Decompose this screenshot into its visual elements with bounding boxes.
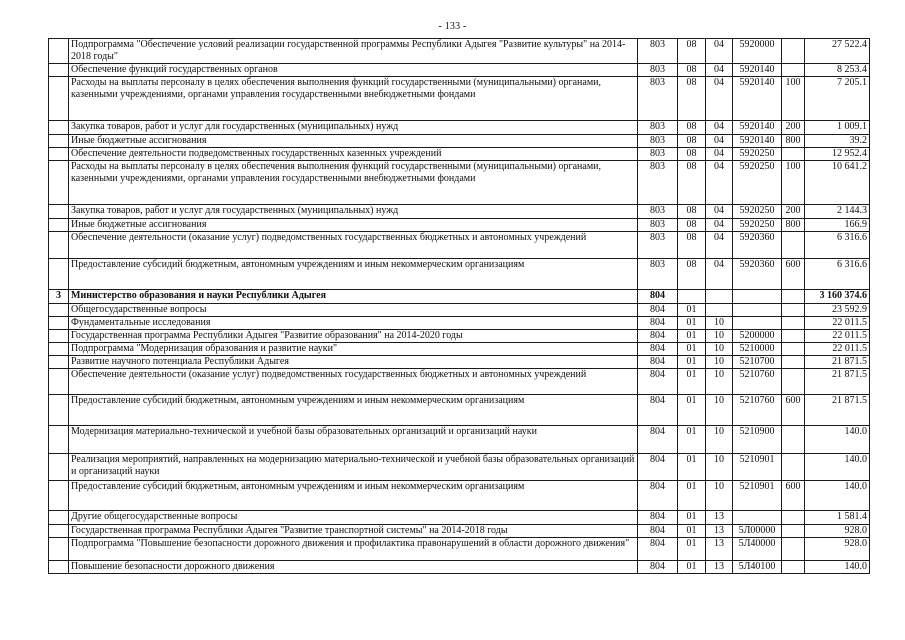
subsection-code xyxy=(706,290,733,304)
expense-type-code: 200 xyxy=(782,121,805,135)
ministry-code: 803 xyxy=(638,259,678,290)
expense-type-code xyxy=(782,39,805,64)
target-article-code: 5920360 xyxy=(733,232,782,259)
target-article-code xyxy=(733,317,782,330)
ministry-code: 804 xyxy=(638,561,678,574)
table-body xyxy=(49,39,870,574)
ministry-code: 804 xyxy=(638,538,678,561)
expense-type-code xyxy=(782,317,805,330)
row-number xyxy=(49,426,69,454)
section-code: 08 xyxy=(678,39,706,64)
row-number xyxy=(49,454,69,481)
ministry-code: 803 xyxy=(638,121,678,135)
ministry-code: 804 xyxy=(638,525,678,538)
row-name: Фундаментальные исследования xyxy=(69,317,638,330)
target-article-code: 5920140 xyxy=(733,121,782,135)
ministry-code: 804 xyxy=(638,454,678,481)
page-number: - 133 - xyxy=(438,21,467,32)
row-amount: 6 316.6 xyxy=(805,232,870,259)
ministry-code: 803 xyxy=(638,219,678,232)
ministry-code: 803 xyxy=(638,205,678,219)
target-article-code: 5920140 xyxy=(733,64,782,77)
expense-type-code xyxy=(782,426,805,454)
subsection-code xyxy=(706,304,733,317)
table-row xyxy=(49,330,870,343)
ministry-code: 804 xyxy=(638,369,678,395)
ministry-code: 804 xyxy=(638,304,678,317)
section-code: 01 xyxy=(678,343,706,356)
row-name: Общегосударственные вопросы xyxy=(69,304,638,317)
table-row xyxy=(49,219,870,232)
expense-type-code xyxy=(782,290,805,304)
section-code: 01 xyxy=(678,561,706,574)
row-name: Иные бюджетные ассигнования xyxy=(69,219,638,232)
subsection-code: 04 xyxy=(706,121,733,135)
subsection-code: 10 xyxy=(706,356,733,369)
row-name: Закупка товаров, работ и услуг для государственных (муниципальных) нужд xyxy=(69,205,638,219)
table-row xyxy=(49,39,870,64)
row-name: Расходы на выплаты персоналу в целях обеспечения выполнения функций государственными (муниципальными) органами, казенными учреждениями, органами управления государственными внебюджетными фондами xyxy=(69,161,638,205)
ministry-code: 804 xyxy=(638,395,678,426)
section-code: 01 xyxy=(678,525,706,538)
expense-type-code xyxy=(782,538,805,561)
subsection-code: 13 xyxy=(706,538,733,561)
subsection-code: 10 xyxy=(706,343,733,356)
target-article-code: 5210901 xyxy=(733,454,782,481)
table-row xyxy=(49,481,870,511)
subsection-code: 04 xyxy=(706,64,733,77)
expense-type-code xyxy=(782,343,805,356)
target-article-code: 5920360 xyxy=(733,259,782,290)
row-amount: 166.9 xyxy=(805,219,870,232)
table-row xyxy=(49,395,870,426)
section-code: 01 xyxy=(678,330,706,343)
subsection-code: 13 xyxy=(706,525,733,538)
row-number: 3 xyxy=(49,290,69,304)
row-name: Подпрограмма "Обеспечение условий реализации государственной программы Республики Адыгея "Развитие культуры" на 2014-2018 годы" xyxy=(69,39,638,64)
section-code: 01 xyxy=(678,481,706,511)
row-amount: 1 009.1 xyxy=(805,121,870,135)
row-name: Реализация мероприятий, направленных на модернизацию материально-технической и учебной базы образовательных организаций и организаций науки xyxy=(69,454,638,481)
expense-type-code xyxy=(782,64,805,77)
ministry-code: 804 xyxy=(638,343,678,356)
section-code: 08 xyxy=(678,259,706,290)
table-row xyxy=(49,232,870,259)
subsection-code: 10 xyxy=(706,317,733,330)
row-number xyxy=(49,511,69,525)
row-amount: 140.0 xyxy=(805,481,870,511)
subsection-code: 04 xyxy=(706,205,733,219)
subsection-code: 10 xyxy=(706,454,733,481)
target-article-code xyxy=(733,511,782,525)
table-row xyxy=(49,561,870,574)
row-number xyxy=(49,64,69,77)
target-article-code: 5210000 xyxy=(733,343,782,356)
row-name: Закупка товаров, работ и услуг для государственных (муниципальных) нужд xyxy=(69,121,638,135)
row-number xyxy=(49,121,69,135)
row-amount: 1 581.4 xyxy=(805,511,870,525)
row-number xyxy=(49,395,69,426)
table-row xyxy=(49,304,870,317)
expense-type-code: 600 xyxy=(782,481,805,511)
table-row xyxy=(49,538,870,561)
row-amount: 7 205.1 xyxy=(805,77,870,121)
target-article-code: 5920140 xyxy=(733,77,782,121)
section-code: 01 xyxy=(678,369,706,395)
table-row xyxy=(49,525,870,538)
section-code: 01 xyxy=(678,538,706,561)
expense-type-code: 800 xyxy=(782,135,805,148)
table-row xyxy=(49,135,870,148)
section-code: 01 xyxy=(678,356,706,369)
subsection-code: 04 xyxy=(706,259,733,290)
expense-type-code xyxy=(782,232,805,259)
expense-type-code: 100 xyxy=(782,77,805,121)
row-amount: 21 871.5 xyxy=(805,369,870,395)
target-article-code: 5Л00000 xyxy=(733,525,782,538)
section-code: 08 xyxy=(678,64,706,77)
row-number xyxy=(49,343,69,356)
row-name: Обеспечение деятельности (оказание услуг) подведомственных государственных бюджетных и автономных учреждений xyxy=(69,232,638,259)
table-row xyxy=(49,426,870,454)
section-code: 08 xyxy=(678,77,706,121)
ministry-code: 804 xyxy=(638,426,678,454)
section-code xyxy=(678,290,706,304)
target-article-code: 5210901 xyxy=(733,481,782,511)
ministry-code: 803 xyxy=(638,232,678,259)
row-amount: 22 011.5 xyxy=(805,343,870,356)
section-code: 08 xyxy=(678,232,706,259)
expense-type-code xyxy=(782,454,805,481)
budget-table xyxy=(48,38,870,574)
ministry-code: 804 xyxy=(638,330,678,343)
ministry-code: 803 xyxy=(638,39,678,64)
expense-type-code xyxy=(782,561,805,574)
expense-type-code xyxy=(782,304,805,317)
row-name: Государственная программа Республики Адыгея "Развитие транспортной системы" на 2014-2018 годы xyxy=(69,525,638,538)
section-code: 08 xyxy=(678,205,706,219)
subsection-code: 10 xyxy=(706,330,733,343)
ministry-code: 803 xyxy=(638,135,678,148)
ministry-code: 804 xyxy=(638,481,678,511)
section-code: 08 xyxy=(678,135,706,148)
target-article-code: 5Л40100 xyxy=(733,561,782,574)
ministry-code: 804 xyxy=(638,290,678,304)
row-number xyxy=(49,538,69,561)
row-name: Обеспечение функций государственных органов xyxy=(69,64,638,77)
row-number xyxy=(49,561,69,574)
row-number xyxy=(49,39,69,64)
row-amount: 22 011.5 xyxy=(805,330,870,343)
ministry-code: 803 xyxy=(638,148,678,161)
expense-type-code xyxy=(782,356,805,369)
row-number xyxy=(49,259,69,290)
row-amount: 140.0 xyxy=(805,561,870,574)
ministry-code: 803 xyxy=(638,77,678,121)
expense-type-code: 800 xyxy=(782,219,805,232)
section-code: 08 xyxy=(678,219,706,232)
row-name: Развитие научного потенциала Республики Адыгея xyxy=(69,356,638,369)
target-article-code: 5920250 xyxy=(733,205,782,219)
row-name: Предоставление субсидий бюджетным, автономным учреждениям и иным некоммерческим организациям xyxy=(69,395,638,426)
expense-type-code xyxy=(782,148,805,161)
row-name: Обеспечение деятельности (оказание услуг) подведомственных государственных бюджетных и автономных учреждений xyxy=(69,369,638,395)
section-code: 01 xyxy=(678,395,706,426)
subsection-code: 04 xyxy=(706,161,733,205)
expense-type-code: 200 xyxy=(782,205,805,219)
section-code: 01 xyxy=(678,454,706,481)
section-code: 01 xyxy=(678,426,706,454)
row-amount: 928.0 xyxy=(805,538,870,561)
target-article-code: 5920000 xyxy=(733,39,782,64)
target-article-code: 5210760 xyxy=(733,395,782,426)
row-number xyxy=(49,77,69,121)
target-article-code xyxy=(733,304,782,317)
row-amount: 21 871.5 xyxy=(805,356,870,369)
row-name: Предоставление субсидий бюджетным, автономным учреждениям и иным некоммерческим организациям xyxy=(69,259,638,290)
row-number xyxy=(49,219,69,232)
subsection-code: 04 xyxy=(706,39,733,64)
row-number xyxy=(49,148,69,161)
row-name: Другие общегосударственные вопросы xyxy=(69,511,638,525)
expense-type-code xyxy=(782,511,805,525)
target-article-code: 5210760 xyxy=(733,369,782,395)
ministry-code: 803 xyxy=(638,64,678,77)
section-code: 01 xyxy=(678,317,706,330)
subsection-code: 10 xyxy=(706,369,733,395)
expense-type-code xyxy=(782,369,805,395)
subsection-code: 10 xyxy=(706,481,733,511)
row-amount: 140.0 xyxy=(805,426,870,454)
ministry-code: 804 xyxy=(638,356,678,369)
row-number xyxy=(49,161,69,205)
row-name: Предоставление субсидий бюджетным, автономным учреждениям и иным некоммерческим организациям xyxy=(69,481,638,511)
target-article-code: 5920250 xyxy=(733,219,782,232)
row-amount: 12 952.4 xyxy=(805,148,870,161)
target-article-code: 5Л40000 xyxy=(733,538,782,561)
table-row xyxy=(49,290,870,304)
row-amount: 2 144.3 xyxy=(805,205,870,219)
row-name: Повышение безопасности дорожного движения xyxy=(69,561,638,574)
target-article-code: 5210700 xyxy=(733,356,782,369)
row-number xyxy=(49,232,69,259)
row-name: Подпрограмма "Модернизация образования и развитие науки" xyxy=(69,343,638,356)
expense-type-code: 100 xyxy=(782,161,805,205)
subsection-code: 04 xyxy=(706,232,733,259)
expense-type-code xyxy=(782,330,805,343)
subsection-code: 13 xyxy=(706,561,733,574)
table-row xyxy=(49,343,870,356)
expense-type-code: 600 xyxy=(782,395,805,426)
row-number xyxy=(49,369,69,395)
target-article-code: 5920140 xyxy=(733,135,782,148)
table-row xyxy=(49,148,870,161)
subsection-code: 13 xyxy=(706,511,733,525)
subsection-code: 04 xyxy=(706,135,733,148)
row-amount: 22 011.5 xyxy=(805,317,870,330)
row-number xyxy=(49,330,69,343)
row-number xyxy=(49,135,69,148)
row-amount: 21 871.5 xyxy=(805,395,870,426)
section-code: 01 xyxy=(678,304,706,317)
row-amount: 10 641.2 xyxy=(805,161,870,205)
row-name: Обеспечение деятельности подведомственных государственных казенных учреждений xyxy=(69,148,638,161)
row-name: Модернизация материально-технической и учебной базы образовательных организаций и организаций науки xyxy=(69,426,638,454)
table-row xyxy=(49,259,870,290)
table-row xyxy=(49,511,870,525)
expense-type-code xyxy=(782,525,805,538)
row-amount: 140.0 xyxy=(805,454,870,481)
row-name: Иные бюджетные ассигнования xyxy=(69,135,638,148)
table-row xyxy=(49,356,870,369)
section-code: 08 xyxy=(678,148,706,161)
subsection-code: 10 xyxy=(706,395,733,426)
table-row xyxy=(49,317,870,330)
row-amount: 3 160 374.6 xyxy=(805,290,870,304)
table-row xyxy=(49,77,870,121)
expense-type-code: 600 xyxy=(782,259,805,290)
row-amount: 27 522.4 xyxy=(805,39,870,64)
section-code: 08 xyxy=(678,161,706,205)
target-article-code xyxy=(733,290,782,304)
section-code: 01 xyxy=(678,511,706,525)
subsection-code: 04 xyxy=(706,219,733,232)
row-number xyxy=(49,356,69,369)
row-number xyxy=(49,525,69,538)
row-number xyxy=(49,205,69,219)
row-name: Министерство образования и науки Республики Адыгея xyxy=(69,290,638,304)
subsection-code: 04 xyxy=(706,148,733,161)
subsection-code: 04 xyxy=(706,77,733,121)
table-row xyxy=(49,161,870,205)
ministry-code: 804 xyxy=(638,511,678,525)
row-amount: 928.0 xyxy=(805,525,870,538)
row-amount: 23 592.9 xyxy=(805,304,870,317)
row-number xyxy=(49,481,69,511)
table-row xyxy=(49,205,870,219)
row-amount: 6 316.6 xyxy=(805,259,870,290)
table-row xyxy=(49,64,870,77)
ministry-code: 804 xyxy=(638,317,678,330)
table-row xyxy=(49,454,870,481)
target-article-code: 5920250 xyxy=(733,161,782,205)
table-row xyxy=(49,121,870,135)
table-row xyxy=(49,369,870,395)
row-number xyxy=(49,304,69,317)
row-amount: 39.2 xyxy=(805,135,870,148)
section-code: 08 xyxy=(678,121,706,135)
subsection-code: 10 xyxy=(706,426,733,454)
target-article-code: 5200000 xyxy=(733,330,782,343)
row-number xyxy=(49,317,69,330)
row-name: Государственная программа Республики Адыгея "Развитие образования" на 2014-2020 годы xyxy=(69,330,638,343)
target-article-code: 5920250 xyxy=(733,148,782,161)
row-amount: 8 253.4 xyxy=(805,64,870,77)
target-article-code: 5210900 xyxy=(733,426,782,454)
row-name: Расходы на выплаты персоналу в целях обеспечения выполнения функций государственными (муниципальными) органами, казенными учреждениями, органами управления государственными внебюджетными фондами xyxy=(69,77,638,121)
ministry-code: 803 xyxy=(638,161,678,205)
row-name: Подпрограмма "Повышение безопасности дорожного движения и профилактика правонарушений в области дорожного движения" xyxy=(69,538,638,561)
